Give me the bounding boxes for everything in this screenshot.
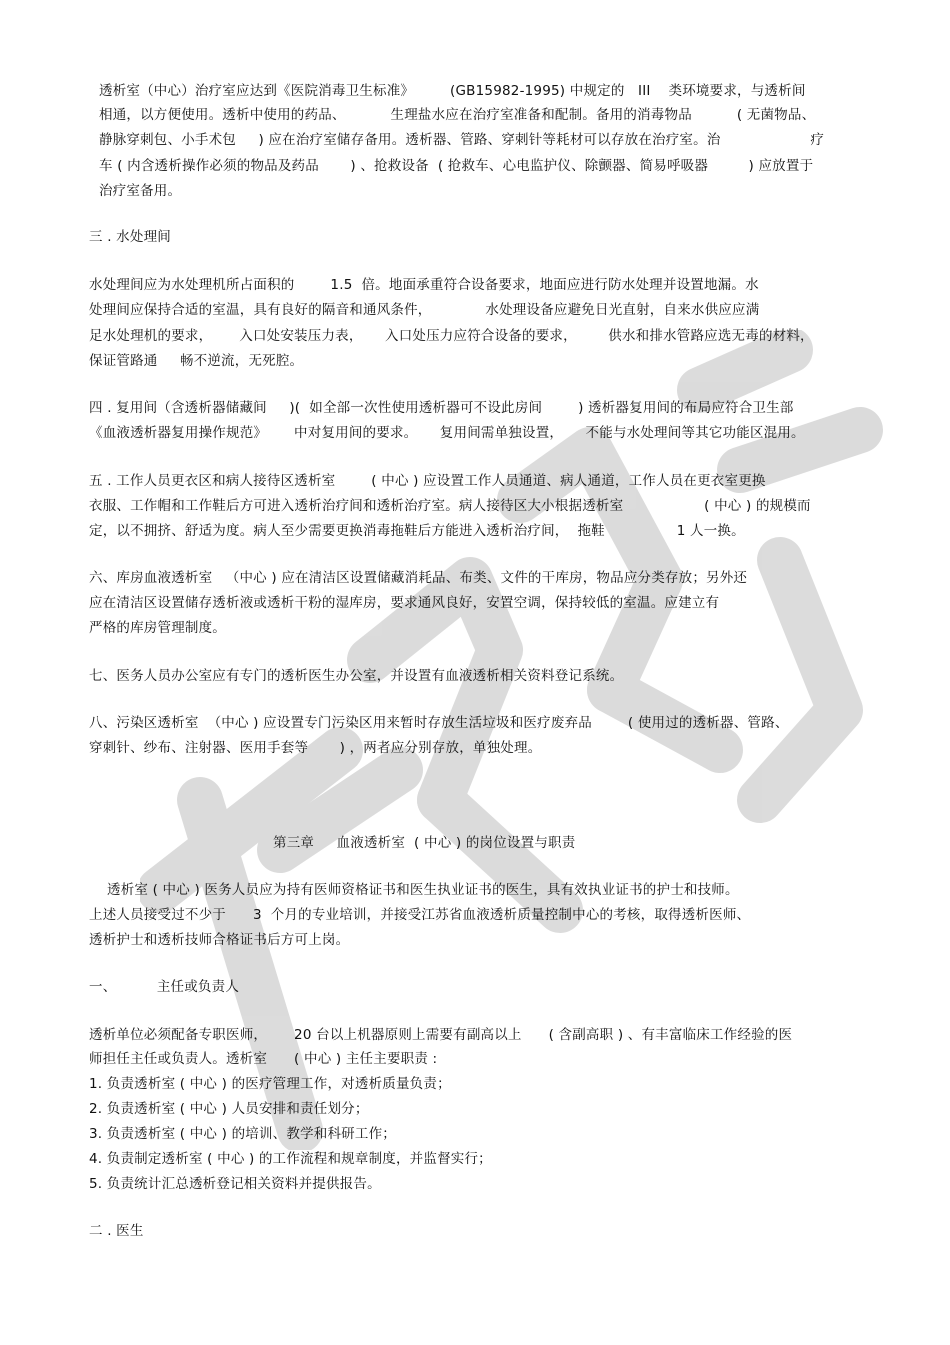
text-line: 八、污染区透析室 （中心 ) 应设置专门污染区用来暂时存放生活垃圾和医疗废弃品 ( 使用过的透析器、管路、 xyxy=(89,715,789,731)
text-line: 穿刺针、纱布、注射器、医用手套等 ) ，两者应分别存放，单独处理。 xyxy=(89,740,542,756)
text-line: 5. 负责统计汇总透析登记相关资料并提供报告。 xyxy=(89,1176,381,1192)
text-line: 静脉穿刺包、小手术包 ) 应在治疗室储存备用。透析器、管路、穿刺针等耗材可以存放在治疗室。治 疗 xyxy=(99,132,825,148)
text-line: 相通，以方便使用。透析中使用的药品、 生理盐水应在治疗室准备和配制。备用的消毒物品 ( 无菌物品、 xyxy=(99,107,816,123)
text-line: 七、医务人员办公室应有专门的透析医生办公室，并设置有血液透析相关资料登记系统。 xyxy=(89,668,624,684)
text-line: 保证管路通 畅不逆流，无死腔。 xyxy=(89,353,304,369)
text-line: 定，以不拥挤、舒适为度。病人至少需要更换消毒拖鞋后方能进入透析治疗间， 拖鞋 1 人一换。 xyxy=(89,523,745,539)
text-line: 二 . 医生 xyxy=(89,1223,144,1239)
text-line: 四 . 复用间（含透析器储藏间 )( 如全部一次性使用透析器可不设此房间 ) 透析器复用间的布局应符合卫生部 xyxy=(89,400,794,416)
text-line: 六、库房血液透析室 （中心 ) 应在清洁区设置储藏消耗品、布类、文件的干库房，物品应分类存放；另外还 xyxy=(89,570,748,586)
text-line: 1. 负责透析室 ( 中心 ) 的医疗管理工作，对透析质量负责； xyxy=(89,1076,451,1092)
text-line: 水处理间应为水处理机所占面积的 1.5 倍。地面承重符合设备要求，地面应进行防水处理并设置地漏。水 xyxy=(89,277,759,293)
text-line: 2. 负责透析室 ( 中心 ) 人员安排和责任划分； xyxy=(89,1101,369,1117)
text-line: 透析室（中心）治疗室应达到《医院消毒卫生标准》 (GB15982-1995) 中规定的 III 类环境要求，与透析间 xyxy=(99,83,806,99)
text-line: 应在清洁区设置储存透析液或透析干粉的湿库房，要求通风良好，安置空调，保持较低的室温。应建立有 xyxy=(89,595,720,611)
text-line: 五 . 工作人员更衣区和病人接待区透析室 ( 中心 ) 应设置工作人员通道、病人通道，工作人员在更衣室更换 xyxy=(89,473,766,489)
text-line: 3. 负责透析室 ( 中心 ) 的培训、教学和科研工作； xyxy=(89,1126,396,1142)
text-line: 透析室 ( 中心 ) 医务人员应为持有医师资格证书和医生执业证书的医生，具有效执业证书的护士和技师。 xyxy=(107,882,739,898)
text-line: 三 . 水处理间 xyxy=(89,229,171,245)
text-line: 上述人员接受过不少于 3 个月的专业培训，并接受江苏省血液透析质量控制中心的考核，取得透析医师、 xyxy=(89,907,751,923)
text-line: 师担任主任或负责人。透析室 ( 中心 ) 主任主要职责 : xyxy=(89,1051,438,1067)
text-line: 透析单位必须配备专职医师， 20 台以上机器原则上需要有副高以上 ( 含副高职 ) 、有丰富临床工作经验的医 xyxy=(89,1027,793,1043)
text-line: 车 ( 内含透析操作必须的物品及药品 ) 、抢救设备 ( 抢救车、心电监护仪、除颤器、简易呼吸器 ) 应放置于 xyxy=(99,158,814,174)
text-line: 足水处理机的要求， 入口处安装压力表， 入口处压力应符合设备的要求， 供水和排水管路应选无毒的材料， xyxy=(89,328,814,344)
text-line: 治疗室备用。 xyxy=(99,183,182,199)
text-line: 处理间应保持合适的室温，具有良好的隔音和通风条件， 水处理设备应避免日光直射，自来水供应应满 xyxy=(89,302,760,318)
text-line: 衣服、工作帽和工作鞋后方可进入透析治疗间和透析治疗室。病人接待区大小根据透析室 ( 中心 ) 的规模而 xyxy=(89,498,811,514)
text-line: 4. 负责制定透析室 ( 中心 ) 的工作流程和规章制度，并监督实行； xyxy=(89,1151,492,1167)
text-line: 《血液透析器复用操作规范》 中对复用间的要求。 复用间需单独设置， 不能与水处理间等其它功能区混用。 xyxy=(89,425,805,441)
text-line: 透析护士和透析技师合格证书后方可上岗。 xyxy=(89,932,350,948)
text-line: 第三章 血液透析室 ( 中心 ) 的岗位设置与职责 xyxy=(273,835,576,851)
text-line: 一、 主任或负责人 xyxy=(89,979,240,995)
text-line: 严格的库房管理制度。 xyxy=(89,620,226,636)
